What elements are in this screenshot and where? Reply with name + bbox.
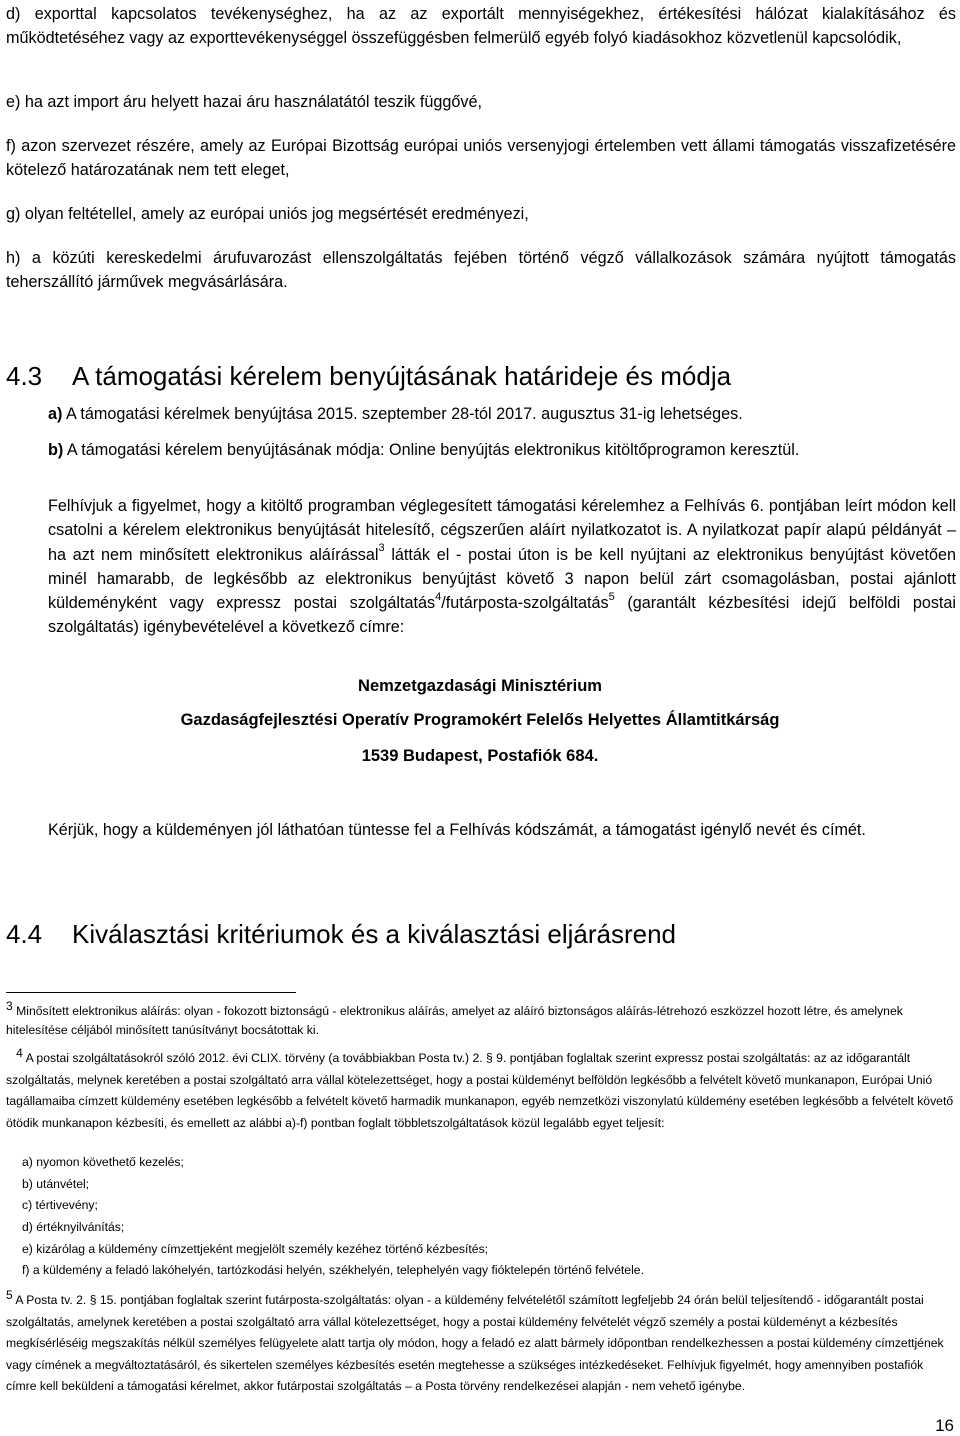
section-number: 4.4 — [6, 919, 43, 949]
list-item: a) nyomon követhető kezelés; — [22, 1155, 184, 1169]
item-label-a: a) — [48, 405, 63, 423]
footnote-separator — [6, 992, 296, 993]
paragraph-note: Kérjük, hogy a küldeményen jól láthatóan tüntesse fel a Felhívás kódszámát, a támogatást igénylő nevét és címét. — [48, 821, 866, 839]
address-line-office: Gazdaságfejlesztési Operatív Programokért Felelős Helyettes Államtitkárság — [180, 711, 780, 729]
paragraph-item-h: h) a közúti kereskedelmi árufuvarozást ellenszolgáltatás fejében történő végző vállalkozások számára nyújtott támogatás teherszállító járművek megvásárlására. — [6, 249, 956, 291]
footnote-mark-4: 4 — [16, 1045, 23, 1060]
footnote-ref-3[interactable]: 3 — [378, 542, 385, 555]
footnote-5 — [6, 1287, 956, 1398]
section-number: 4.3 — [6, 361, 43, 391]
paragraph-item-g: g) olyan feltétellel, amely az európai uniós jog megsértését eredményezi, — [6, 205, 529, 223]
paragraph-4-3-body — [48, 494, 956, 640]
paragraph-item-f: f) azon szervezet részére, amely az Európai Bizottság európai uniós versenyjogi értelemben vett állami támogatás visszafizetésére kötelező határozatának nem tett eleget, — [6, 137, 956, 179]
footnote-mark-5: 5 — [6, 1287, 13, 1302]
footnote-4 — [6, 1045, 956, 1134]
footnote-ref-4[interactable]: 4 — [435, 590, 442, 603]
list-item: f) a küldemény a feladó lakóhelyén, tartózkodási helyén, székhelyén, telephelyén vagy fióktelepén történő felvétele. — [22, 1263, 644, 1278]
body-text-4: (garantált kézbesítési idejű belföldi postai szolgáltatás) igénybevételével a következő címre: — [48, 594, 957, 637]
list-item: c) tértivevény; — [22, 1198, 98, 1213]
item-label-b: b) — [48, 441, 64, 459]
footnote-ref-5[interactable]: 5 — [608, 590, 615, 603]
body-text-1: Felhívjuk a figyelmet, hogy a kitöltő programban véglegesített támogatási kérelemhez a Felhívás 6. pontjában leírt módon kell csatolni a kérelem elektronikus benyújtását hitelesítő, cégszerűen aláírt nyilatkozatot is. A nyilatkozat papír alapú példányát – ha azt nem minősített elektronikus aláírással — [48, 497, 956, 564]
footnote-text-4: A postai szolgáltatásokról szóló 2012. évi CLIX. törvény (a továbbiakban Posta tv.) 2. § 9. pontjában foglaltak szerint expressz postai szolgáltatás: az az időgarantált szolgáltatás, melynek keretében a postai szolgáltató arra vállal kötelezettséget, hogy a postai küldeményt belföldön legkésőbb a felvételt követő munkanapon, Európai Unió tagállamaiba címzett küldemény esetében legkésőbb a felvételt követő harmadik munkanapon, egyéb nemzetközi viszonylatú küldemény esetében legkésőbb a felvételt követő ötödik munkanapon kézbesíti, és emellett az alábbi a)-f) pontban foglalt többletszolgáltatások közül legalább egyet teljesít: — [6, 1051, 954, 1130]
paragraph-item-d: d) exporttal kapcsolatos tevékenységhez, ha az az exportált mennyiségekhez, értékesítési hálózat kialakításához és működtetéséhez vagy az exporttevékenységgel összefüggésben felmerülő egyéb folyó kiadásokhoz közvetlenül kapcsolódik, — [6, 5, 956, 47]
body-text-2: látták el - postai úton is be kell nyújtani az elektronikus benyújtást követően minél hamarabb, de legkésőbb az elektronikus benyújtást követő 3 napon belül zárt csomagolásban, postai ajánlott küldeményként vagy expressz postai szolgáltatás — [48, 545, 957, 613]
footnote-text-5: A Posta tv. 2. § 15. pontjában foglaltak szerint futárposta-szolgáltatás: olyan - a küldemény felvételétől számított legfeljebb 24 órán belül teljesítendő - időgarantált postai szolgáltatás, amelynek keretében a postai szolgáltató arra vállal kötelezettséget, hogy a postai küldemény felvételét végző személy a postai küldeményt a kézbesítés megkísérléséig megszakítás nélkül személyes felügyelete alatt tartja oly módon, hogy a feladó ez alatt bármely időpontban rendelkezhessen a postai küldemény címzettjének vagy címének a megváltoztatásáról, és sikertelen személyes kézbesítés esetén megtehesse a szükséges intézkedéseket. Felhívjuk figyelmét, hogy amennyiben postafiók címre kell beküldeni a támogatási kérelmet, akkor futárpostai szolgáltatás – a Posta törvény rendelkezései alapján - nem vehető igénybe. — [6, 1293, 944, 1394]
footnote-3 — [6, 998, 956, 1040]
list-item: b) utánvétel; — [22, 1176, 90, 1191]
body-text-3: /futárposta-szolgáltatás — [441, 594, 609, 613]
section-title: A támogatási kérelem benyújtásának határideje és módja — [72, 361, 732, 391]
section-heading-4-3 — [6, 360, 731, 392]
list-item: e) kizárólag a küldemény címzettjeként megjelölt személy kezéhez történő kézbesítés; — [22, 1241, 489, 1256]
paragraph-4-3-a — [48, 402, 956, 426]
item-text-a: A támogatási kérelmek benyújtása 2015. szeptember 28-tól 2017. augusztus 31-ig lehetséges. — [66, 405, 743, 423]
section-title: Kiválasztási kritériumok és a kiválasztási eljárásrend — [72, 919, 677, 949]
paragraph-4-3-b — [48, 438, 956, 462]
item-text-b: A támogatási kérelem benyújtásának módja: Online benyújtás elektronikus kitöltőprogramon keresztül. — [66, 441, 800, 459]
footnote-4-list — [22, 1152, 644, 1282]
address-line-ministry: Nemzetgazdasági Minisztérium — [358, 677, 602, 695]
address-line-postbox: 1539 Budapest, Postafiók 684. — [361, 747, 599, 765]
page-number: 16 — [935, 1416, 954, 1435]
footnote-text-3: Minősített elektronikus aláírás: olyan - fokozott biztonságú - elektronikus aláírás, amelyet az aláíró biztonságos aláírás-létrehozó eszközzel hozott létre, és amelynek hitelesítése céljából minősített tanúsítványt bocsátottak ki. — [6, 1004, 903, 1038]
paragraph-item-e: e) ha azt import áru helyett hazai áru használatától teszik függővé, — [6, 93, 482, 111]
section-heading-4-4 — [6, 918, 676, 950]
list-item: d) értéknyilvánítás; — [22, 1220, 125, 1235]
footnote-mark-3: 3 — [6, 998, 13, 1013]
